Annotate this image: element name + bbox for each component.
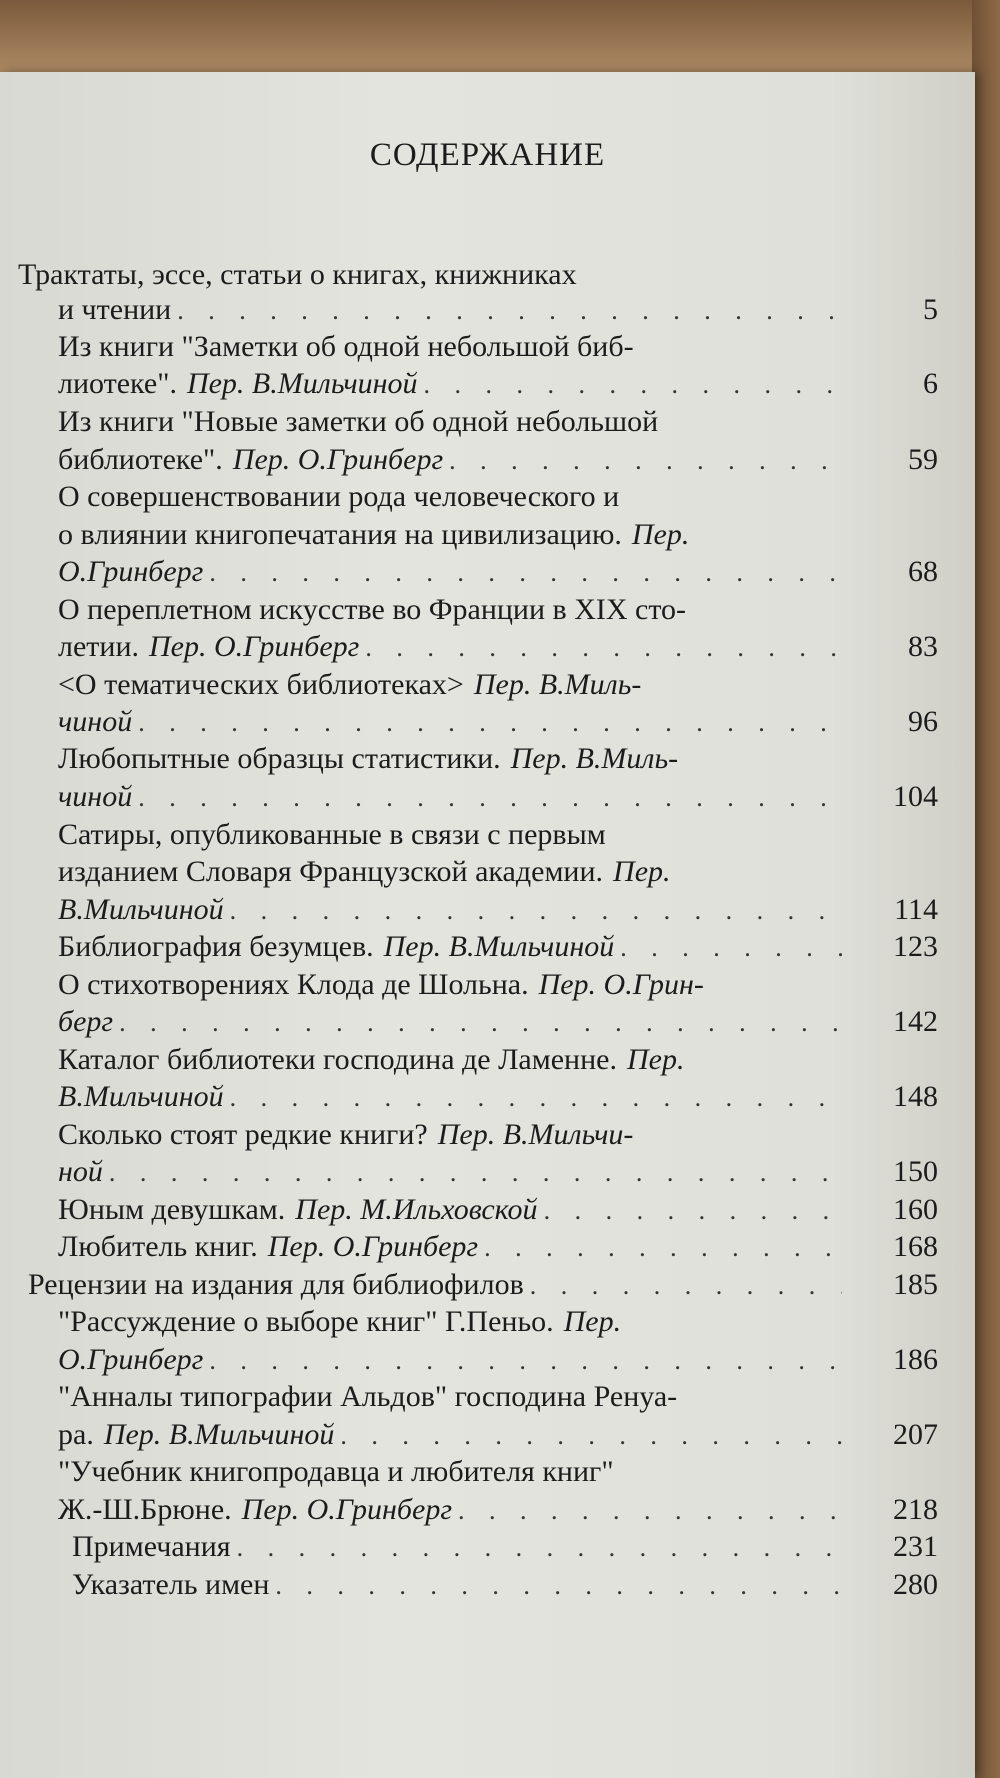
toc-line — [58, 890, 938, 930]
toc-entry-translator: Пер. О.Гринберг — [149, 630, 360, 663]
toc-entry-text: "Учебник книгопродавца и любителя книг" — [58, 1455, 614, 1488]
toc-line — [58, 815, 938, 855]
toc-page-number: 218 — [893, 1493, 938, 1526]
toc-line — [58, 965, 938, 1005]
toc-line — [28, 1265, 938, 1305]
toc-page-number: 142 — [893, 1005, 938, 1038]
toc-entry-text: Библиография безумцев. — [58, 930, 374, 963]
leader-dots — [530, 1266, 842, 1306]
toc-line — [58, 852, 938, 892]
leader-dots — [177, 291, 842, 331]
leader-dots — [365, 628, 842, 668]
toc-line — [58, 477, 938, 517]
toc-page-number: 83 — [908, 630, 938, 663]
toc-entry-text: ра. — [58, 1418, 94, 1451]
toc-entry-text: Из книги "Заметки об одной небольшой биб- — [58, 330, 634, 363]
leader-dots — [620, 928, 842, 968]
toc-line — [58, 327, 938, 367]
toc-page-number: 104 — [893, 780, 938, 813]
toc-entry-text: Указатель имен — [72, 1568, 270, 1601]
toc-page-number: 207 — [893, 1418, 938, 1451]
toc-entry-text: Любопытные образцы статистики. — [58, 742, 501, 775]
leader-dots — [138, 703, 842, 743]
toc-entry-text: О переплетном искусстве во Франции в XIX сто- — [58, 593, 687, 626]
toc-line — [58, 1302, 938, 1342]
toc-line — [58, 1077, 938, 1117]
toc-entry-text: библиотеке". — [58, 443, 223, 476]
toc-page-number: 148 — [893, 1080, 938, 1113]
toc-entry-text: Из книги "Новые заметки об одной небольшой — [58, 405, 659, 438]
toc-line — [58, 777, 938, 817]
leader-dots — [209, 1341, 842, 1381]
toc-entry-translator: Пер. В.Мильчиной — [383, 930, 615, 963]
toc-entry-text: Сатиры, опубликованные в связи с первым — [58, 818, 606, 851]
toc-entry-text: и чтении — [58, 293, 172, 326]
toc-entry-translator: Пер. — [626, 1043, 685, 1076]
leader-dots — [484, 1228, 842, 1268]
toc-line — [58, 1490, 938, 1530]
toc-line — [58, 627, 938, 667]
toc-page-number: 68 — [908, 555, 938, 588]
toc-line — [72, 1527, 938, 1567]
toc-line — [58, 1190, 938, 1230]
leader-dots — [209, 553, 842, 593]
leader-dots — [109, 1153, 842, 1193]
toc-entry-text: "Анналы типографии Альдов" господина Ренуа- — [58, 1380, 678, 1413]
toc-line — [72, 1565, 938, 1605]
toc-line — [58, 1377, 938, 1417]
toc-line — [58, 702, 938, 742]
toc-line — [58, 1340, 938, 1380]
leader-dots — [544, 1191, 842, 1231]
toc-entry-translator: Пер. В.Мильчиной — [186, 367, 418, 400]
toc-entry-translator: берг — [58, 1005, 114, 1038]
toc-line — [58, 1002, 938, 1042]
toc-entry-text: <О тематических библиотеках> — [58, 668, 464, 701]
toc-page-number: 186 — [893, 1343, 938, 1376]
leader-dots — [119, 1003, 842, 1043]
leader-dots — [237, 1528, 842, 1568]
toc-entry-translator: Пер. В.Мильчи- — [437, 1118, 634, 1151]
toc-entry-text: лиотеке". — [58, 367, 177, 400]
toc-entry-translator: Пер. О.Гринберг — [241, 1493, 453, 1526]
toc-line — [58, 1415, 938, 1455]
toc-entry-translator: Пер. О.Грин- — [538, 968, 704, 1001]
leader-dots — [275, 1566, 842, 1606]
leader-dots — [138, 778, 842, 818]
toc-page-number: 114 — [894, 893, 938, 926]
toc-line — [58, 1040, 938, 1080]
toc-line — [58, 1152, 938, 1192]
toc-line — [18, 255, 938, 295]
toc-line — [58, 440, 938, 480]
leader-dots — [424, 365, 842, 405]
toc-page-number: 96 — [908, 705, 938, 738]
toc-entry-text: Рецензии на издания для библиофилов — [28, 1268, 524, 1301]
leader-dots — [340, 1416, 842, 1456]
toc-entry-translator: чиной — [58, 705, 133, 738]
toc-line — [58, 402, 938, 442]
leader-dots — [230, 891, 842, 931]
toc-page-number: 280 — [893, 1568, 938, 1601]
toc-entry-text: Ж.-Ш.Брюне. — [58, 1493, 232, 1526]
toc-entry-text: О совершенствовании рода человеческого и — [58, 480, 620, 513]
toc-page-number: 6 — [923, 367, 938, 400]
leader-dots — [458, 1491, 842, 1531]
toc-entry-text: о влиянии книгопечатания на цивилизацию. — [58, 518, 622, 551]
toc-page-number: 5 — [923, 293, 938, 326]
toc-line — [58, 515, 938, 555]
toc-entry-translator: Пер. М.Ильховской — [295, 1193, 538, 1226]
toc-line — [58, 927, 938, 967]
toc-entry-translator: Пер. — [631, 518, 690, 551]
toc-entry-text: Сколько стоят редкие книги? — [58, 1118, 428, 1151]
wooden-surface-top — [0, 0, 1000, 80]
toc-line — [58, 552, 938, 592]
toc-line — [58, 1115, 938, 1155]
book-page — [0, 72, 975, 1778]
toc-entry-translator: ной — [58, 1155, 103, 1188]
toc-page-number: 231 — [893, 1530, 938, 1563]
toc-page-number: 59 — [908, 443, 938, 476]
toc-line — [58, 665, 938, 705]
toc-entry-translator: Пер. В.Мильчиной — [103, 1418, 335, 1451]
toc-entry-text: Трактаты, эссе, статьи о книгах, книжниках — [18, 258, 577, 291]
toc-page-number: 185 — [893, 1268, 938, 1301]
toc-entry-translator: В.Мильчиной — [58, 893, 224, 926]
toc-entry-translator: О.Гринберг — [58, 1343, 204, 1376]
toc-entry-translator: Пер. — [563, 1305, 622, 1338]
toc-entry-text: Каталог библиотеки господина де Ламенне. — [58, 1043, 617, 1076]
toc-entry-translator: Пер. О.Гринберг — [232, 443, 444, 476]
toc-entry-text: летии. — [58, 630, 140, 663]
toc-page-number: 168 — [893, 1230, 938, 1263]
toc-page-number: 160 — [893, 1193, 938, 1226]
toc-entry-translator: Пер. В.Миль- — [510, 742, 679, 775]
leader-dots — [449, 441, 842, 481]
toc-entry-text: изданием Словаря Французской академии. — [58, 855, 604, 888]
toc-entry-translator: О.Гринберг — [58, 555, 204, 588]
toc-entry-text: Примечания — [72, 1530, 231, 1563]
toc-page-number: 150 — [893, 1155, 938, 1188]
toc-line — [58, 290, 938, 330]
toc-entry-translator: Пер. — [613, 855, 671, 888]
page-title: СОДЕРЖАНИЕ — [369, 137, 606, 173]
toc-entry-text: О стихотворениях Клода де Шольна. — [58, 968, 529, 1001]
toc-entry-text: Любитель книг. — [58, 1230, 258, 1263]
toc-entry-translator: чиной — [58, 780, 133, 813]
toc-line — [58, 590, 938, 630]
toc-entry-translator: Пер. В.Миль- — [473, 668, 642, 701]
leader-dots — [230, 1078, 842, 1118]
toc-entry-translator: В.Мильчиной — [58, 1080, 224, 1113]
toc-page-number: 123 — [893, 930, 938, 963]
toc-line — [58, 364, 938, 404]
toc-entry-translator: Пер. О.Гринберг — [267, 1230, 479, 1263]
toc-line — [58, 739, 938, 779]
wooden-surface-right — [972, 0, 1000, 1778]
toc-line — [58, 1227, 938, 1267]
toc-entry-text: Юным девушкам. — [58, 1193, 286, 1226]
toc-entry-text: "Рассуждение о выборе книг" Г.Пеньо. — [58, 1305, 554, 1338]
toc-line — [58, 1452, 938, 1492]
